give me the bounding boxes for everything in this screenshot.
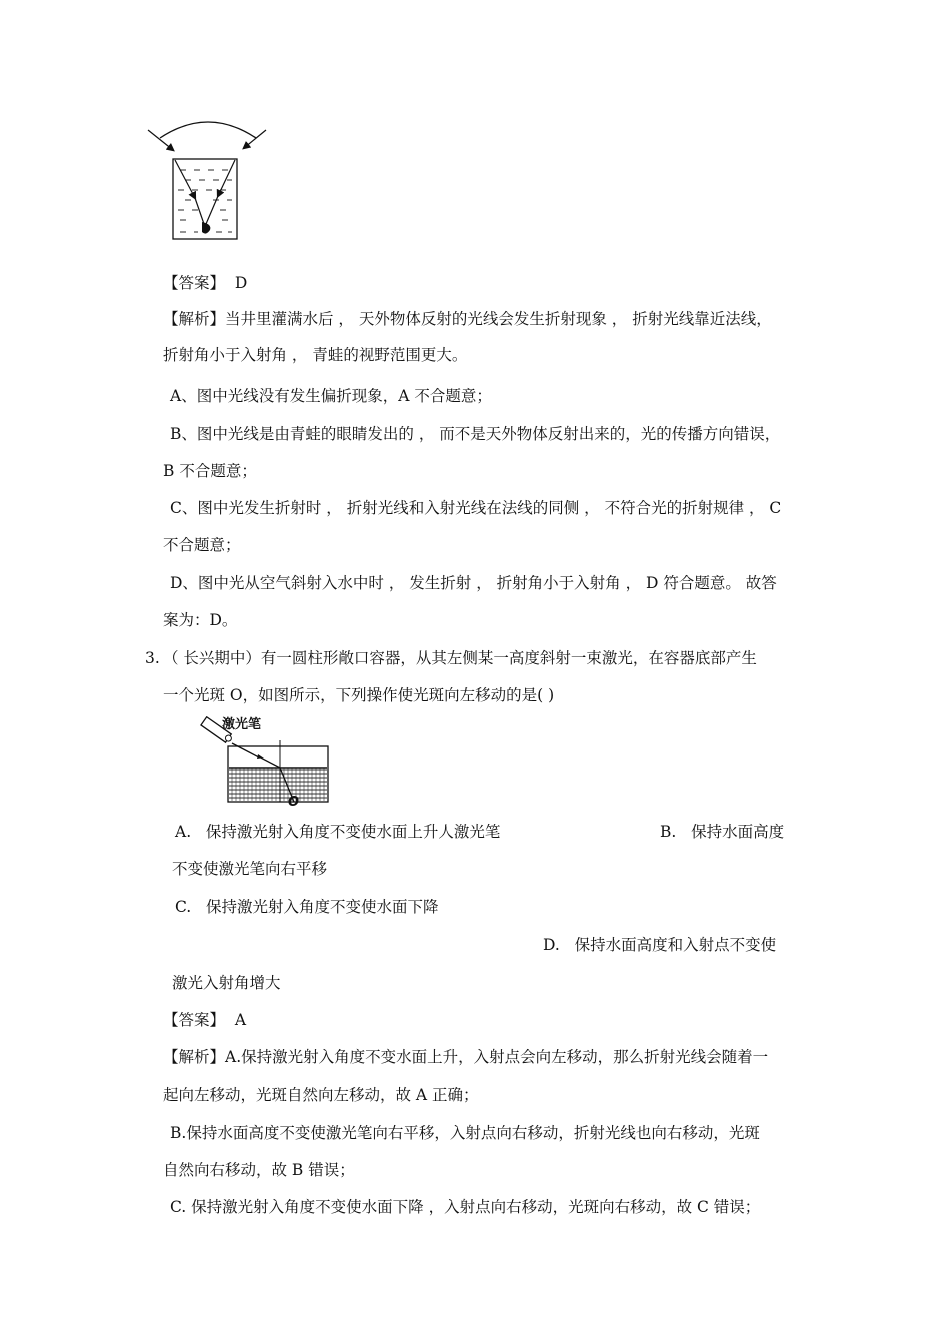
q2-option-c-line-1: C、图中光发生折射时 ， 折射光线和入射光线在法线的同侧 ， 不符合光的折射规律 ， C <box>170 499 782 517</box>
q3-answer: 【答案】 A <box>163 1011 247 1029</box>
q2-option-b-line-2: B 不合题意； <box>163 462 257 480</box>
q3-stem-line-2: 一个光斑 O，如图所示，下列操作使光斑向左移动的是( ) <box>163 686 555 704</box>
q2-analysis-line-2: 折射角小于入射角 ， 青蛙的视野范围更大。 <box>163 346 468 364</box>
q3-analysis-line-5: C. 保持激光射入角度不变使水面下降 ，入射点向右移动，光斑向右移动，故 C 错误； <box>170 1198 761 1216</box>
q2-option-d-line-1: D、图中光从空气斜射入水中时 ， 发生折射 ， 折射角小于入射角 ， D 符合题意。 故答 <box>170 574 777 592</box>
q2-answer: 【答案】 D <box>163 274 248 292</box>
q3-analysis-line-1: 【解析】A.保持激光射入角度不变水面上升，入射点会向左移动，那么折射光线会随着一 <box>163 1048 769 1066</box>
q2-option-a: A、图中光线没有发生偏折现象，A 不合题意； <box>170 387 492 405</box>
q3-analysis-line-3: B.保持水面高度不变使激光笔向右平移，入射点向右移动，折射光线也向右移动，光斑 <box>170 1124 760 1142</box>
laser-diagram <box>198 716 338 812</box>
frog-well-figure <box>140 120 275 245</box>
laser-figure <box>198 716 338 812</box>
q2-option-c-line-2: 不合题意； <box>163 536 241 554</box>
q3-stem-line-1: （ 长兴期中）有一圆柱形敞口容器，从其左侧某一高度斜射一束激光，在容器底部产生 <box>163 649 757 667</box>
q3-choice-d: D. 保持水面高度和入射点不变使 <box>543 936 777 954</box>
q3-analysis-line-4: 自然向右移动，故 B 错误； <box>163 1161 355 1179</box>
q3-choice-c: C. 保持激光射入角度不变使水面下降 <box>175 898 439 916</box>
q3-choice-a: A. 保持激光射入角度不变使水面上升人激光笔 <box>175 823 501 841</box>
q3-choice-b-continued: 不变使激光笔向右平移 <box>172 860 328 878</box>
q3-analysis-line-2: 起向左移动，光斑自然向左移动，故 A 正确； <box>163 1086 479 1104</box>
q3-choice-d-continued: 激光入射角增大 <box>172 974 281 992</box>
q3-number: 3. <box>145 649 160 667</box>
q3-choice-b: B. 保持水面高度 <box>660 823 785 841</box>
q2-option-b-line-1: B、图中光线是由青蛙的眼睛发出的 ， 而不是天外物体反射出来的，光的传播方向错误， <box>170 425 781 443</box>
q2-analysis-line-1: 【解析】当井里灌满水后 ， 天外物体反射的光线会发生折射现象 ， 折射光线靠近法线， <box>163 310 772 328</box>
light-spot-label: O <box>288 795 300 810</box>
q2-option-d-line-2: 案为：D。 <box>163 611 238 629</box>
laser-pen-label: 激光笔 <box>222 717 262 732</box>
